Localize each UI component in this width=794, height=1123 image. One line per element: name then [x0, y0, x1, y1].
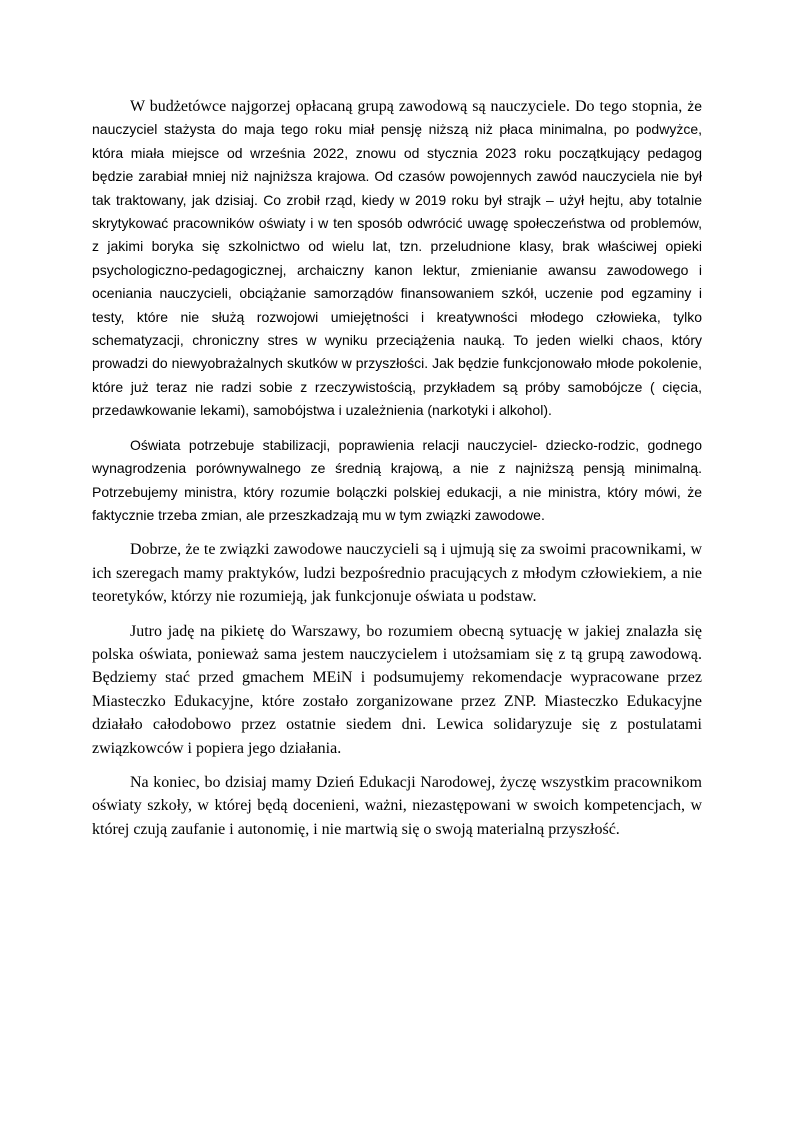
- paragraph-5: [92, 771, 702, 841]
- paragraph-1-sans-run: że nauczyciel stażysta do maja tego roku miał pensję niższą niż płaca minimalna, po podwyżce, która miała miejsce od września 2022, znowu od stycznia 2023 roku początkujący pedagog będzie zarabiał mniej niż najniższa krajowa. Od czasów powojennych zawód nauczyciela nie był tak traktowany, jak dzisiaj. Co zrobił rząd, kiedy w 2019 roku był strajk – użył hejtu, aby totalnie skrytykować pracowników oświaty i w ten sposób odwrócić uwagę społeczeństwa od problemów, z jakimi boryka się szkolnictwo od wielu lat, tzn. przeludnione klasy, brak właściwej opieki psychologiczno-pedagogicznej, archaiczny kanon lektur, zmienianie awansu zawodowego i oceniania nauczycieli, obciążanie samorządów finansowaniem szkół, uczenie pod egzaminy i testy, które nie służą rozwojowi umiejętności i kreatywności młodego człowieka, tylko schematyzacji, chroniczny stres w wyniku przeciążenia nauką. To jeden wielki chaos, który prowadzi do niewyobrażalnych skutków w przyszłości. Jak będzie funkcjonowało młode pokolenie, które już teraz nie radzi sobie z rzeczywistością, przykładem są próby samobójcze ( cięcia, przedawkowanie lekami), samobójstwa i uzależnienia (narkotyki i alkohol).: [92, 98, 702, 419]
- paragraph-1-serif-run: W budżetówce najgorzej opłacaną grupą zawodową są nauczyciele. Do tego stopnia,: [130, 98, 688, 115]
- paragraph-3-text: Dobrze, że te związki zawodowe nauczycieli są i ujmują się za swoimi pracownikami, w ich szeregach mamy praktyków, ludzi bezpośrednio pracujących z młodym człowiekiem, a nie teoretyków, którzy nie rozumieją, jak funkcjonuje oświata u podstaw.: [92, 541, 702, 606]
- paragraph-3: [92, 538, 702, 608]
- paragraph-1: [92, 95, 702, 423]
- paragraph-2-text: Oświata potrzebuje stabilizacji, poprawienia relacji nauczyciel- dziecko-rodzic, godnego wynagrodzenia porównywalnego ze średnią krajową, a nie z najniższą pensją minimalną. Potrzebujemy ministra, który rozumie bolączki polskiej edukacji, a nie ministra, który mówi, że faktycznie trzeba zmian, ale przeszkadzają mu w tym związki zawodowe.: [92, 436, 702, 523]
- paragraph-4-text: Jutro jadę na pikietę do Warszawy, bo rozumiem obecną sytuację w jakiej znalazła się polska oświata, ponieważ sama jestem nauczycielem i utożsamiam się z tą grupą zawodową. Będziemy stać przed gmachem MEiN i podsumujemy rekomendacje wypracowane przez Miasteczko Edukacyjne, które zostało zorganizowane przez ZNP. Miasteczko Edukacyjne działało całodobowo przez ostatnie siedem dni. Lewica solidaryzuje się z postulatami związkowców i popiera jego działania.: [92, 622, 702, 757]
- paragraph-5-text: Na koniec, bo dzisiaj mamy Dzień Edukacji Narodowej, życzę wszystkim pracownikom oświaty szkoły, w której będą docenieni, ważni, niezastępowani w swoich kompetencjach, w której czują zaufanie i autonomię, i nie martwią się o swoją materialną przyszłość.: [92, 773, 702, 838]
- document-body: [92, 95, 702, 852]
- paragraph-2: [92, 434, 702, 528]
- paragraph-4: [92, 620, 702, 760]
